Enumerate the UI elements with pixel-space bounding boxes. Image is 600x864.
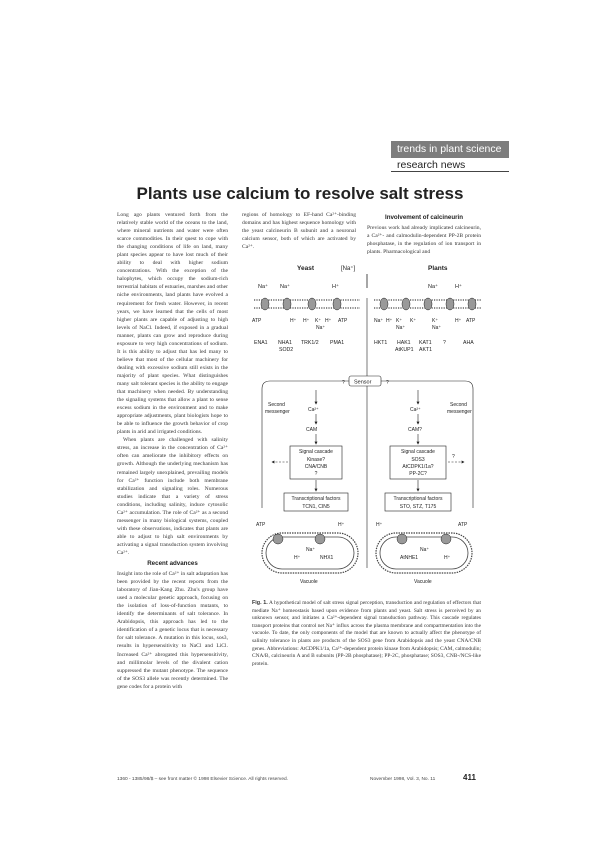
ion-label: H⁺ — [455, 284, 462, 290]
tf-line: STO, STZ, T175 — [399, 504, 437, 510]
ion-label: Na⁺ — [420, 547, 430, 553]
tf-line: TCN1, CIN5 — [302, 504, 330, 510]
calcium-label: Ca²⁺ — [308, 407, 319, 413]
plant-transporter-names — [374, 340, 474, 353]
ion-label: Na⁺ — [258, 284, 268, 290]
second-messenger-label: messenger — [447, 409, 472, 415]
section-heading: Involvement of calcineurin — [384, 214, 464, 221]
ion-label: H⁺ — [444, 555, 451, 561]
ion-label: H⁺ — [376, 522, 383, 528]
caption-label: Fig. 1. — [252, 600, 268, 606]
transporter-name: ? — [443, 340, 446, 346]
cascade-line: CNA/CNB — [304, 464, 328, 470]
footer-issue: November 1998, Vol. 3, No. 11 — [370, 777, 436, 782]
paragraph: Insight into the role of Ca²⁺ in salt adaptation has been provided by the recent reports from the laboratory of Jian-Kang Zhu. Zhu's group have used a molecular genetic approach, focusing on the isolation of loss-of-function mutants, to identify the determinants of salt tolerance. In Arabidopsis, this approach has led to the identification of a genetic locus that is necessary for salt tolerance. A mutation in this locus, sos3, results in hypersensitivity to NaCl and LiCl. Increased Ca²⁺ abrogated this hypersensitivity, and millimolar levels of the divalent cation suppressed the mutant phenotype. The sequence of the SOS3 allele was recently determined. The gene codes for a protein with — [117, 571, 228, 690]
ion-label: K⁺ — [315, 318, 321, 324]
atp-label: ATP — [466, 318, 476, 324]
atp-label: ATP — [252, 318, 262, 324]
yeast-outside-ions — [258, 283, 462, 290]
ion-label: Na⁺ — [396, 325, 406, 331]
vacuole-label: Vacuole — [300, 579, 318, 585]
plant-loop-connector — [381, 381, 473, 508]
ion-label: H⁺ — [332, 284, 339, 290]
second-messenger-label: Second — [450, 402, 467, 408]
plant-second-messenger — [408, 402, 472, 433]
ion-label: K⁺ — [432, 318, 438, 324]
atp-label: ATP — [458, 522, 468, 528]
ion-label: K⁺ — [410, 318, 416, 324]
calmodulin-label: CAM? — [408, 427, 422, 433]
ion-label: H⁺ — [303, 318, 310, 324]
ion-label: Na⁺ — [280, 284, 290, 290]
text-column-3 — [367, 211, 481, 256]
question-mark: ? — [342, 380, 345, 386]
question-mark: ? — [452, 454, 455, 460]
vacuole-label: Vacuole — [414, 579, 432, 585]
yeast-label: Yeast — [297, 265, 314, 272]
transporter-name: NHX1 — [320, 555, 334, 561]
transporter-name: AKT1 — [419, 347, 432, 353]
ion-label: H⁺ — [325, 318, 332, 324]
paragraph: regions of homology to EF-hand Ca²⁺-binding domains and has highest sequence homology with the yeast calcineurin B subunit and a neuronal calcium sensor, both of which are activated by Ca²⁺. — [242, 212, 356, 251]
cascade-line: Signal cascade — [401, 449, 435, 455]
cascade-line: ? — [314, 471, 318, 477]
article-title: Plants use calcium to resolve salt stress — [136, 184, 464, 203]
ion-label: H⁺ — [455, 318, 462, 324]
text-column-1 — [117, 211, 228, 691]
membrane-inside-labels — [252, 318, 476, 331]
yeast-vacuole — [262, 533, 358, 573]
ion-label: H⁺ — [386, 318, 393, 324]
transporter-name: SOD2 — [279, 347, 294, 353]
transporter-name: HAK1 — [397, 340, 411, 346]
paragraph: Previous work had already implicated calcineurin, a Ca²⁺- and calmodulin-dependent PP-2B protein phosphatase, in the regulation of ion transport in plants. Pharmacological and — [367, 225, 481, 256]
transporter-name: TRK1/2 — [301, 340, 319, 346]
calcium-label: Ca²⁺ — [410, 407, 421, 413]
paragraph: When plants are challenged with salinity stress, an increase in the concentration of Ca²⁺ often can ameliorate the inhibitory effects on growth. Although the underlying mechanism has remained largely unexplained, prevailing models for Ca²⁺ function include both membrane stabilization and signaling roles. Numerous studies indicate that a variety of stress conditions, including salinity, induce cytosolic Ca²⁺ accumulation. The role of Ca²⁺ as a second messenger in many biological systems, coupled with these observations, indicates that plants are able to adjust to high salt environments by activating a signal transduction system involving Ca²⁺. — [117, 437, 228, 556]
transporter-name: PMA1 — [330, 340, 345, 346]
plant-plasma-membrane — [374, 298, 481, 310]
figure-caption — [252, 600, 481, 668]
second-messenger-label: Second — [268, 402, 285, 408]
cascade-line: SOS3 — [411, 457, 425, 463]
ion-label: K⁺ — [396, 318, 402, 324]
yeast-plasma-membrane — [254, 298, 360, 310]
transporter-name: NHA1 — [278, 340, 292, 346]
cascade-line: Signal cascade — [299, 449, 333, 455]
transporter-name: AHA — [463, 340, 474, 346]
page-number: 411 — [463, 773, 476, 782]
cascade-line: AtCDPK1/1a? — [402, 464, 434, 470]
ion-label: H⁺ — [338, 522, 345, 528]
ion-label: Na⁺ — [428, 284, 438, 290]
footer-copyright: 1360 - 1385/98/$ – see front matter © 1998 Elsevier Science. All rights reserved. — [117, 777, 288, 782]
atp-label: ATP — [338, 318, 348, 324]
yeast-second-messenger — [265, 402, 319, 433]
section-banner-bottom: research news — [391, 158, 509, 172]
transporter-name: KAT1 — [419, 340, 432, 346]
sodium-outside-label: [Na⁺] — [341, 266, 356, 272]
plant-vacuole — [376, 533, 472, 573]
ion-label: H⁺ — [290, 318, 297, 324]
ion-label: Na⁺ — [316, 325, 326, 331]
paragraph: Long ago plants ventured forth from the relatively stable world of the oceans to the land, where mineral nutrients and water were often scarce commodities. In their quest to cope with the changing conditions of life on land, many plant species appear to have lost much of their ability to deal with higher sodium concentrations. With the exception of the halophytes, which occupy the sodium-rich terrestrial habitats of estuaries, marshes and other niche environments, land plants have evolved a requirement for fresh water. However, in recent years, we have learned that the cells of most higher plants are capable of adjusting to high levels of NaCl. Indeed, if exposed in a gradual manner, plants can grow and reproduce during exposure to very high concentrations of sodium. It is this ability to adjust that has led many to believe that most of the cellular machinery for dealing with excessive sodium still exists in the majority of plant species. What distinguishes many salt tolerant species is the ability to engage that machinery when needed. By understanding the signaling systems that allow a plant to sense excess sodium in the environment and to make appropriate adjustments, plant biologists hope to be able to influence the growth behavior of crop plants in arid and irrigated conditions. — [117, 212, 228, 436]
calmodulin-label: CAM — [306, 427, 318, 433]
yeast-transporter-names — [254, 340, 344, 353]
ion-label: Na⁺ — [432, 325, 442, 331]
section-heading: Recent advances — [147, 560, 198, 568]
question-mark: ? — [386, 380, 389, 386]
cascade-line: Kinase? — [306, 457, 326, 463]
second-messenger-label: messenger — [265, 409, 290, 415]
transporter-name: AtNHE1 — [400, 555, 419, 561]
ion-label: H⁺ — [294, 555, 301, 561]
plants-label: Plants — [428, 265, 448, 272]
tf-line: Transcriptional factors — [291, 496, 341, 502]
text-column-2 — [242, 211, 356, 251]
transporter-name: AtKUP1 — [395, 347, 414, 353]
transporter-name: ENA1 — [254, 340, 268, 346]
caption-text: A hypothetical model of salt stress signal perception, transduction and regulation of effectors that mediate Na⁺ homeostasis based upon evidence from plants and yeast. Salt stress is perceived by an unknown sensor, and initiates a Ca²⁺-dependent signal transduction pathway. This cascade regulates transport proteins that control net Na⁺ influx across the plasma membrane and compartmentation into the vacuole. To date, the only components of the model that are known to actually affect the phenotype of salinity tolerance in plants are products of the SOS3 gene from Arabidopsis and the yeast CNA/CNB genes. Abbreviations: AtCDPK1/1a, Ca²⁺-dependent protein kinase from Arabidopsis; CAM, calmodulin; CNA/B, calcineurin A and B subunits (PP-2B phosphatase); PP-2C, phosphatase; SOS3, CNB-/NCS-like protein. — [252, 600, 481, 667]
atp-label: ATP — [256, 522, 266, 528]
cascade-line: PP-2C? — [409, 471, 427, 477]
ion-label: Na⁺ — [306, 547, 316, 553]
salt-stress-model-figure — [250, 258, 485, 598]
tf-line: Transcriptional factors — [393, 496, 443, 502]
section-banner-top: trends in plant science — [391, 141, 509, 158]
transporter-name: HKT1 — [374, 340, 388, 346]
yeast-loop-connector — [262, 381, 349, 508]
ion-label: Na⁺ — [374, 318, 384, 324]
sensor-label: Sensor — [354, 379, 372, 386]
